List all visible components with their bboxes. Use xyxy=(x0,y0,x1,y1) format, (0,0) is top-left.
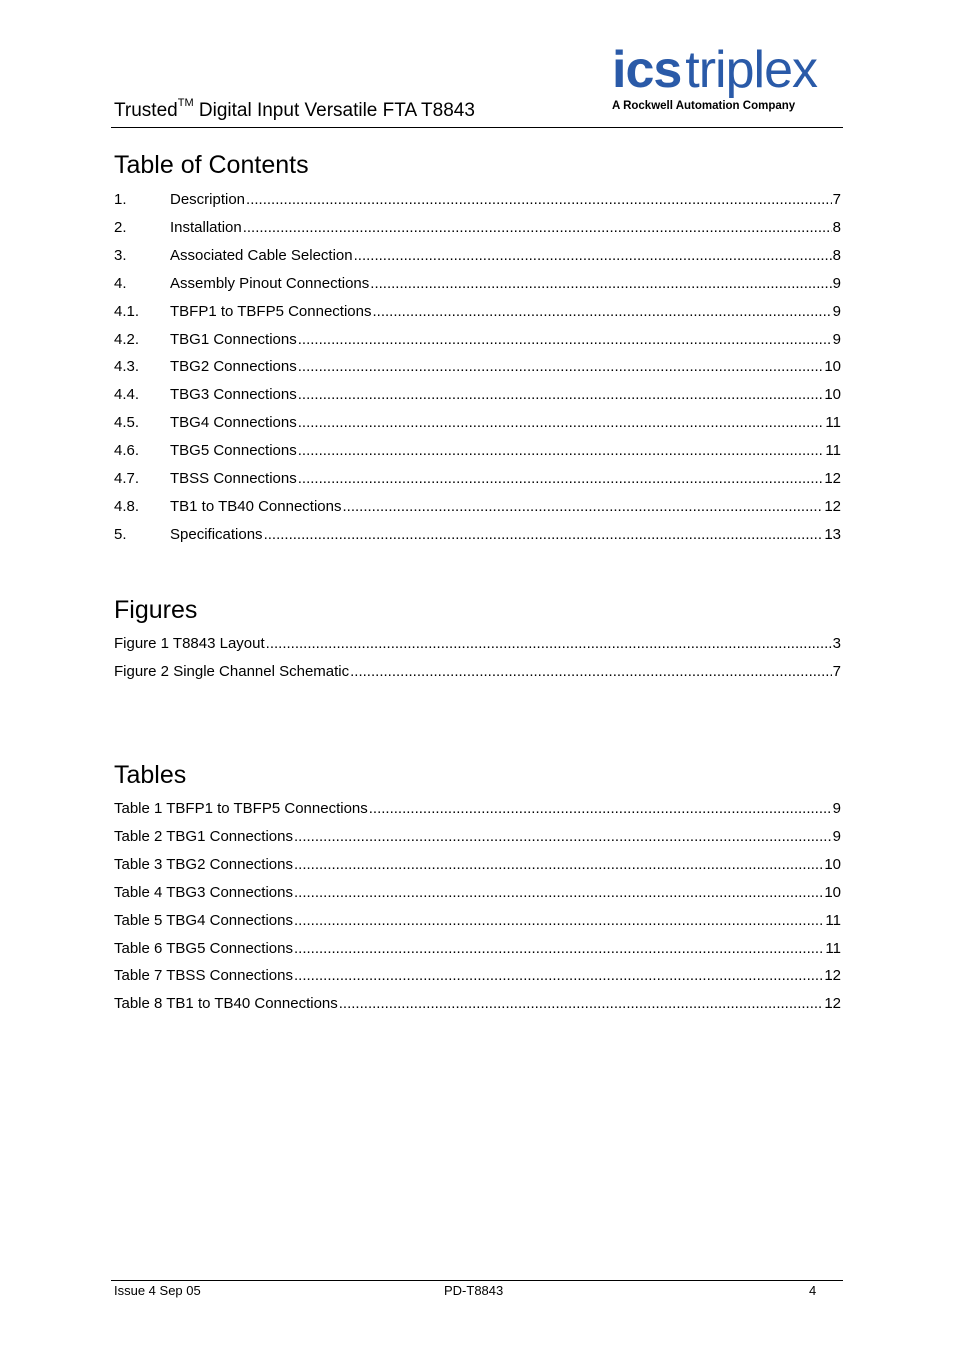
dot-leader xyxy=(350,662,832,682)
toc-entry-link[interactable] xyxy=(114,330,841,350)
entry-label: Table 5 TBG4 Connections xyxy=(114,911,293,929)
entry-label: Assembly Pinout Connections xyxy=(170,274,370,292)
entry-number: 5. xyxy=(114,525,127,543)
entry-number: 4.5. xyxy=(114,414,140,432)
entry-label: Table 8 TB1 to TB40 Connections xyxy=(114,995,338,1013)
dot-leader xyxy=(370,274,831,294)
dot-leader xyxy=(264,525,824,545)
toc-entry-link[interactable] xyxy=(114,525,841,545)
entry-page-number: 12 xyxy=(824,497,841,515)
entry-label: Table 1 TBFP1 to TBFP5 Connections xyxy=(114,800,368,817)
entry-number: 4.1. xyxy=(114,302,140,320)
entry-page-number: 7 xyxy=(832,663,841,680)
dot-leader xyxy=(243,218,832,238)
toc-entry-link[interactable] xyxy=(114,274,841,294)
toc-entry-link[interactable] xyxy=(114,413,841,433)
entry-page-number: 9 xyxy=(832,330,841,348)
entry-number: 4. xyxy=(114,274,127,292)
entry-page-number: 3 xyxy=(832,635,841,652)
tables-entry-link[interactable] xyxy=(114,799,841,819)
dot-leader xyxy=(298,413,825,433)
entry-label: TBFP1 to TBFP5 Connections xyxy=(170,302,372,320)
entry-number: 4.2. xyxy=(114,330,140,348)
header-divider xyxy=(111,127,843,128)
entry-label: TBG4 Connections xyxy=(170,414,297,432)
entry-page-number: 11 xyxy=(825,442,841,460)
entry-label: TBG1 Connections xyxy=(170,330,297,348)
toc-entry-link[interactable] xyxy=(114,190,841,210)
toc-heading: Table of Contents xyxy=(114,151,309,179)
tables-entry-link[interactable] xyxy=(114,827,841,847)
dot-leader xyxy=(298,385,824,405)
logo-wordmark xyxy=(612,42,817,98)
entry-page-number: 9 xyxy=(832,274,841,292)
dot-leader xyxy=(294,855,823,875)
dot-leader xyxy=(266,634,832,654)
toc-entry-link[interactable] xyxy=(114,302,841,322)
entry-page-number: 10 xyxy=(824,358,841,376)
tables-entry-link[interactable] xyxy=(114,883,841,903)
entry-number: 3. xyxy=(114,246,127,264)
entry-number: 1. xyxy=(114,191,127,208)
footer-doc-id: PD-T8843 xyxy=(444,1283,504,1298)
entry-label: Table 3 TBG2 Connections xyxy=(114,855,293,873)
entry-label: Table 6 TBG5 Connections xyxy=(114,939,293,957)
dot-leader xyxy=(343,497,824,517)
entry-page-number: 10 xyxy=(824,855,841,873)
logo-ics: ics xyxy=(612,41,682,99)
title-suffix: Digital Input Versatile FTA T8843 xyxy=(193,100,475,121)
dot-leader xyxy=(298,469,824,489)
toc-entry-link[interactable] xyxy=(114,357,841,377)
tables-heading: Tables xyxy=(114,761,187,789)
dot-leader xyxy=(294,966,823,986)
footer-page-number: 4 xyxy=(809,1283,817,1298)
entry-label: Table 4 TBG3 Connections xyxy=(114,883,293,901)
toc-entry-link[interactable] xyxy=(114,246,841,266)
tables-entry-link[interactable] xyxy=(114,855,841,875)
toc-entry-link[interactable] xyxy=(114,469,841,489)
dot-leader xyxy=(246,190,832,210)
tables-entry-link[interactable] xyxy=(114,939,841,959)
entry-label: Associated Cable Selection xyxy=(170,246,353,264)
dot-leader xyxy=(298,441,825,461)
entry-page-number: 11 xyxy=(825,939,841,957)
entry-page-number: 8 xyxy=(832,218,841,236)
entry-page-number: 12 xyxy=(824,995,841,1013)
entry-label: Table 2 TBG1 Connections xyxy=(114,827,293,845)
document-title xyxy=(114,97,475,122)
entry-page-number: 10 xyxy=(824,386,841,404)
toc-entry-link[interactable] xyxy=(114,497,841,517)
entry-page-number: 12 xyxy=(824,470,841,487)
entry-page-number: 9 xyxy=(832,827,841,845)
dot-leader xyxy=(294,911,824,931)
entry-label: Description xyxy=(170,191,246,208)
toc-entry-link[interactable] xyxy=(114,218,841,238)
entry-number: 4.8. xyxy=(114,497,140,515)
entry-label: Specifications xyxy=(170,525,263,543)
entry-page-number: 12 xyxy=(824,967,841,985)
entry-number: 4.4. xyxy=(114,386,140,404)
dot-leader xyxy=(372,302,831,322)
logo-triplex: triplex xyxy=(685,41,818,99)
dot-leader xyxy=(298,330,832,350)
figures-entry-link[interactable] xyxy=(114,662,841,682)
trademark-superscript: TM xyxy=(177,97,194,109)
footer-divider xyxy=(111,1280,843,1281)
entry-label: TBG3 Connections xyxy=(170,386,297,404)
entry-page-number: 11 xyxy=(825,414,841,432)
dot-leader xyxy=(354,246,832,266)
entry-number: 4.6. xyxy=(114,442,140,460)
entry-number: 2. xyxy=(114,218,127,236)
dot-leader xyxy=(298,357,824,377)
footer-issue: Issue 4 Sep 05 xyxy=(114,1283,201,1298)
dot-leader xyxy=(294,827,832,847)
title-prefix: Trusted xyxy=(114,100,178,121)
tables-entry-link[interactable] xyxy=(114,966,841,986)
dot-leader xyxy=(294,939,824,959)
toc-entry-link[interactable] xyxy=(114,385,841,405)
entry-label: Installation xyxy=(170,218,242,236)
entry-page-number: 11 xyxy=(825,911,841,929)
entry-label: TB1 to TB40 Connections xyxy=(170,497,342,515)
entry-number: 4.3. xyxy=(114,358,140,376)
entry-page-number: 10 xyxy=(824,883,841,901)
entry-label: Figure 2 Single Channel Schematic xyxy=(114,663,350,680)
figures-entry-link[interactable] xyxy=(114,634,841,654)
logo-tagline: A Rockwell Automation Company xyxy=(612,100,796,112)
entry-page-number: 9 xyxy=(832,302,841,320)
entry-number: 4.7. xyxy=(114,470,140,487)
figures-heading: Figures xyxy=(114,596,198,624)
entry-page-number: 7 xyxy=(832,191,841,208)
entry-label: TBSS Connections xyxy=(170,470,297,487)
tables-entry-link[interactable] xyxy=(114,911,841,931)
dot-leader xyxy=(369,799,832,819)
entry-label: TBG5 Connections xyxy=(170,442,297,460)
entry-label: Figure 1 T8843 Layout xyxy=(114,635,265,652)
dot-leader xyxy=(339,994,824,1014)
toc-entry-link[interactable] xyxy=(114,441,841,461)
entry-label: TBG2 Connections xyxy=(170,358,297,376)
entry-page-number: 13 xyxy=(824,525,841,543)
entry-page-number: 8 xyxy=(832,246,841,264)
entry-label: Table 7 TBSS Connections xyxy=(114,967,293,985)
tables-entry-link[interactable] xyxy=(114,994,841,1014)
ics-triplex-logo xyxy=(612,42,844,118)
entry-page-number: 9 xyxy=(832,800,841,817)
dot-leader xyxy=(294,883,823,903)
